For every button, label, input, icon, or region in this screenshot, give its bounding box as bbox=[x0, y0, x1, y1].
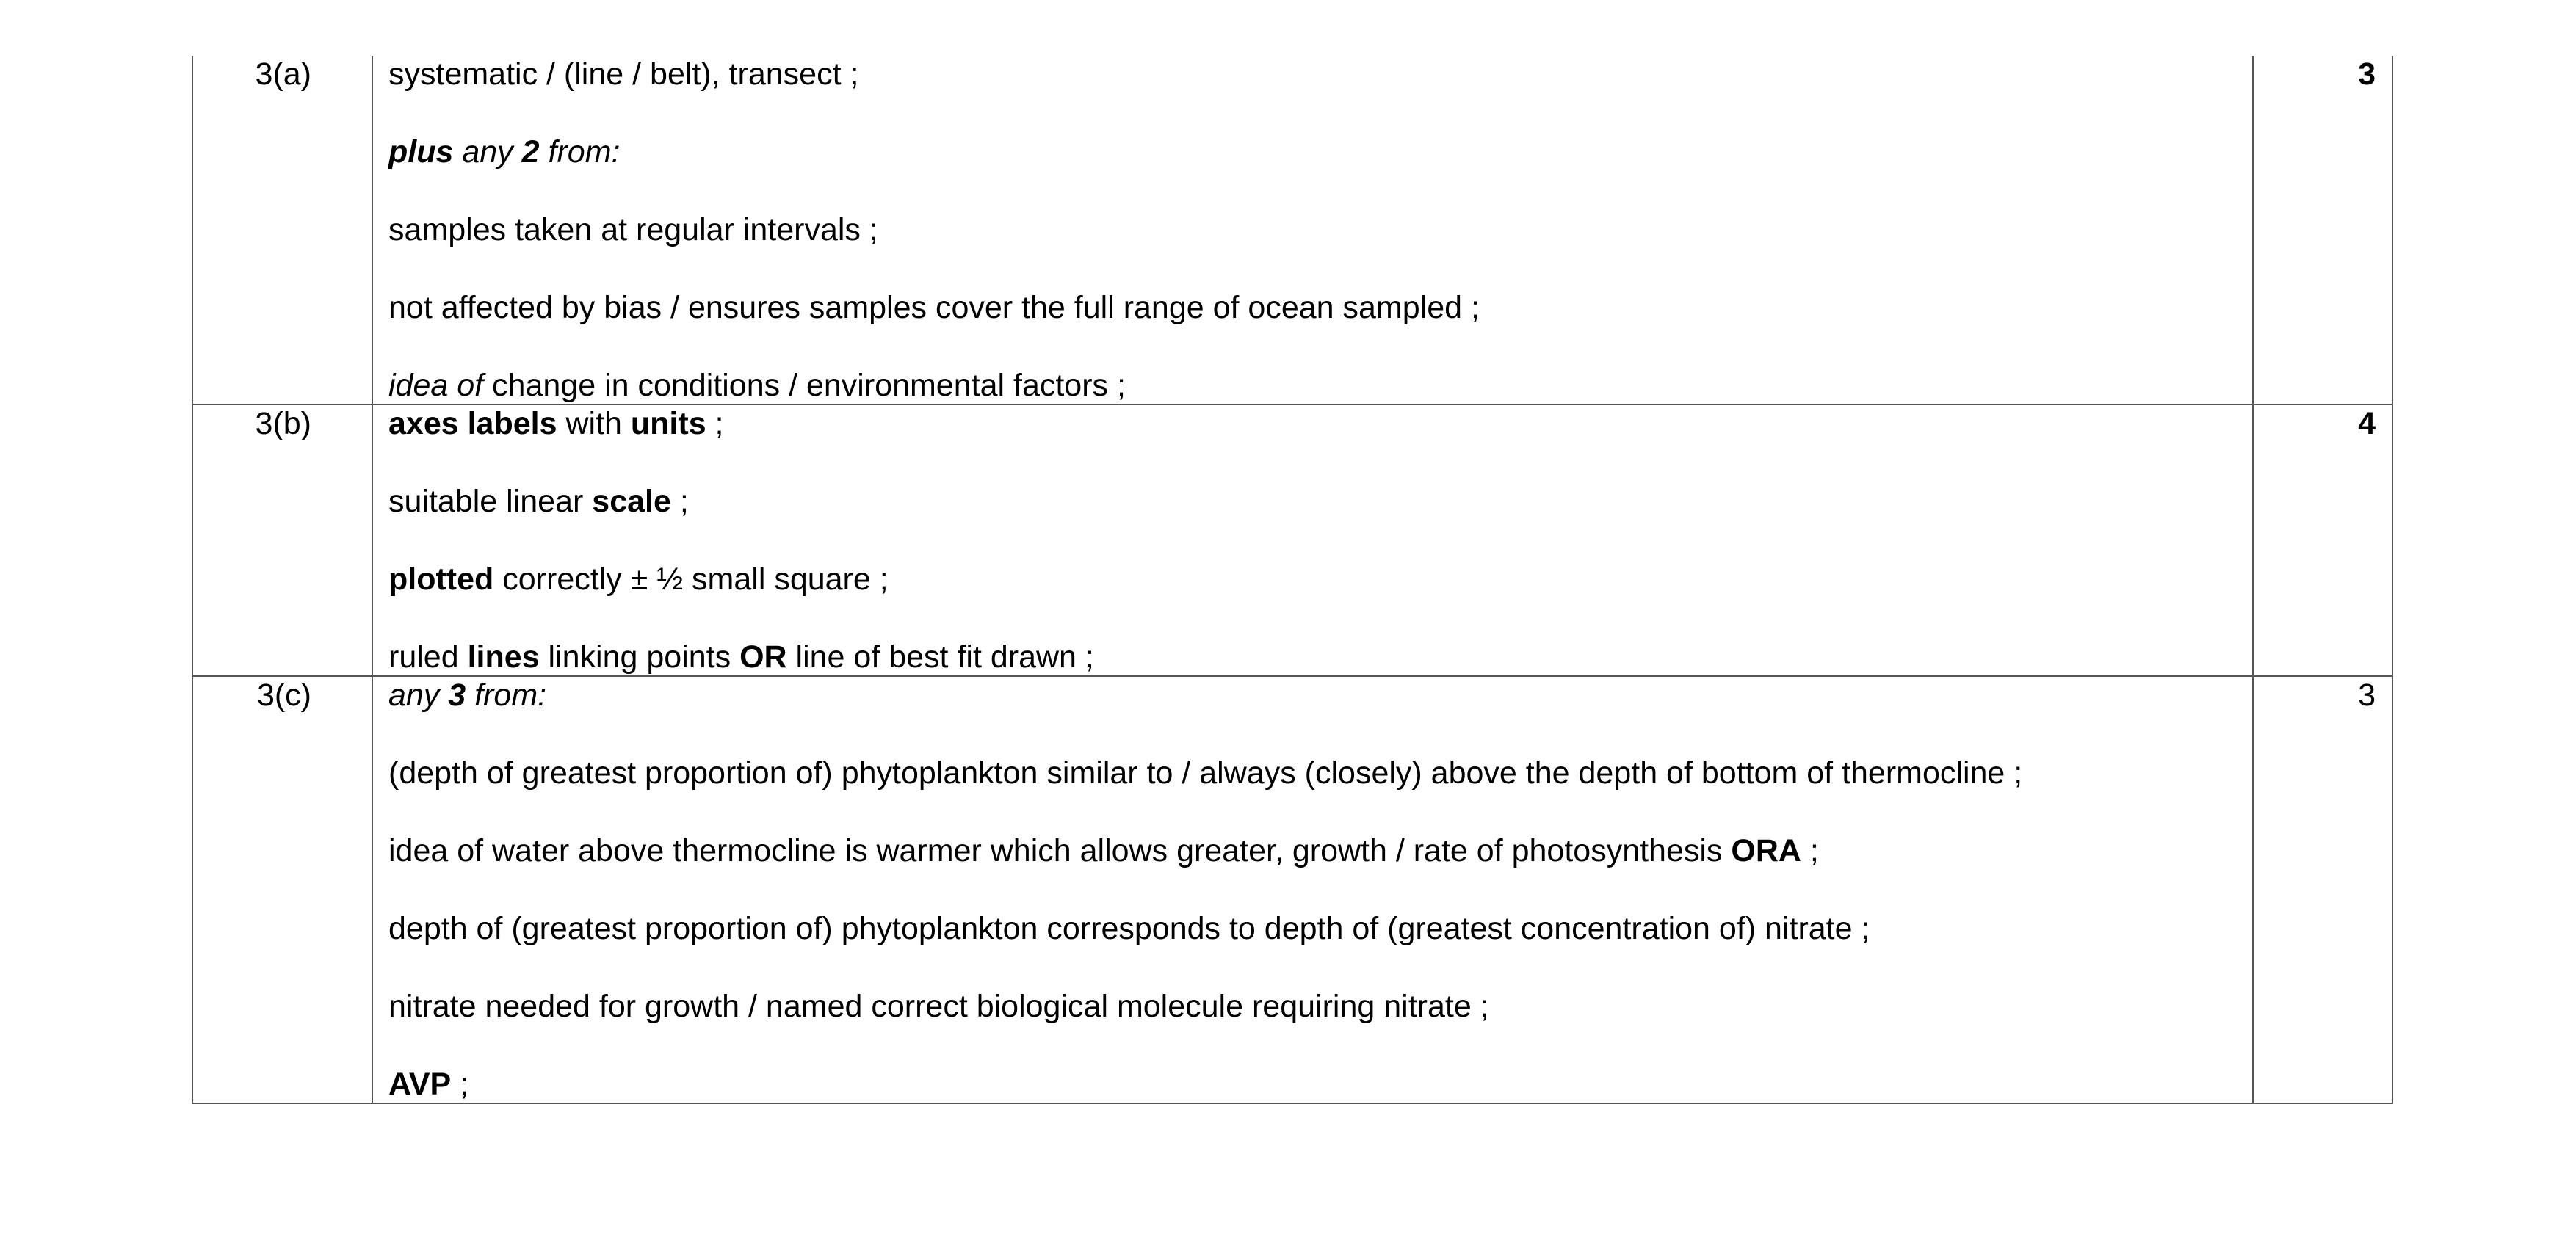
answer-text: axes labels bbox=[388, 406, 557, 441]
answer-line bbox=[388, 367, 2237, 404]
answer-text: any bbox=[388, 678, 449, 713]
answer-text: OR bbox=[739, 639, 787, 675]
question-number-cell bbox=[192, 56, 372, 404]
question-number-cell bbox=[192, 676, 372, 1103]
answer-text: AVP bbox=[388, 1067, 452, 1102]
answer-cell bbox=[372, 404, 2253, 676]
answer-text: change in conditions / environmental factors ; bbox=[483, 368, 1126, 403]
answer-line bbox=[388, 134, 2237, 170]
answer-line bbox=[388, 1066, 2237, 1103]
answer-text: depth of (greatest proportion of) phytoplankton corresponds to depth of (greatest concentration of) nitrate ; bbox=[388, 911, 1870, 946]
answer-line bbox=[388, 56, 2237, 92]
answer-text: systematic / (line / belt), transect ; bbox=[388, 57, 859, 92]
answer-text: idea of water above thermocline is warmer which allows greater, growth / rate of photosynthesis bbox=[388, 833, 1732, 868]
mark-scheme-page bbox=[192, 56, 2393, 1104]
answer-text: lines bbox=[467, 639, 540, 675]
answer-text: plus bbox=[388, 134, 454, 170]
answer-line bbox=[388, 832, 2237, 869]
answer-text: from: bbox=[539, 134, 621, 170]
question-row bbox=[192, 56, 2392, 404]
marks-value: 3 bbox=[2358, 57, 2376, 92]
answer-line bbox=[388, 988, 2237, 1025]
answer-text: ORA bbox=[1731, 833, 1801, 868]
answer-line bbox=[388, 910, 2237, 947]
answer-text: idea of bbox=[388, 368, 484, 403]
answer-text: ; bbox=[706, 406, 724, 441]
answer-text: units bbox=[630, 406, 706, 441]
answer-line bbox=[388, 483, 2237, 520]
question-number: 3(b) bbox=[255, 406, 311, 441]
answer-text: scale bbox=[592, 484, 671, 519]
answer-line bbox=[388, 561, 2237, 598]
answer-cell bbox=[372, 56, 2253, 404]
answer-cell bbox=[372, 676, 2253, 1103]
answer-text: 2 bbox=[521, 134, 540, 170]
answer-text: with bbox=[557, 406, 631, 441]
answer-text: from: bbox=[466, 678, 547, 713]
answer-line bbox=[388, 755, 2237, 791]
answer-text: line of best fit drawn ; bbox=[786, 639, 1094, 675]
marks-cell bbox=[2253, 404, 2392, 676]
answer-text: plotted bbox=[388, 562, 494, 597]
question-number: 3(c) bbox=[256, 678, 311, 713]
answer-text: not affected by bias / ensures samples cover the full range of ocean sampled ; bbox=[388, 290, 1480, 325]
answer-line bbox=[388, 405, 2237, 442]
answer-text: ruled bbox=[388, 639, 468, 675]
marks-cell bbox=[2253, 676, 2392, 1103]
mark-scheme-table bbox=[192, 56, 2393, 1104]
answer-text: (depth of greatest proportion of) phytoplankton similar to / always (closely) above the depth of bottom of thermocline ; bbox=[388, 755, 2023, 791]
question-number-cell bbox=[192, 404, 372, 676]
question-row bbox=[192, 404, 2392, 676]
answer-text: any bbox=[453, 134, 522, 170]
answer-line bbox=[388, 289, 2237, 326]
marks-value: 4 bbox=[2358, 406, 2376, 441]
question-number: 3(a) bbox=[255, 57, 311, 92]
answer-text: suitable linear bbox=[388, 484, 593, 519]
answer-text: samples taken at regular intervals ; bbox=[388, 212, 878, 247]
answer-line bbox=[388, 211, 2237, 248]
answer-text: ; bbox=[1801, 833, 1819, 868]
answer-text: 3 bbox=[448, 678, 466, 713]
marks-cell bbox=[2253, 56, 2392, 404]
question-row bbox=[192, 676, 2392, 1103]
answer-line bbox=[388, 639, 2237, 675]
mark-scheme-table-body bbox=[192, 56, 2392, 1103]
answer-text: ; bbox=[670, 484, 689, 519]
marks-value: 3 bbox=[2358, 678, 2376, 713]
answer-text: nitrate needed for growth / named correct biological molecule requiring nitrate ; bbox=[388, 989, 1489, 1024]
answer-line bbox=[388, 677, 2237, 714]
answer-text: linking points bbox=[539, 639, 740, 675]
answer-text: ; bbox=[451, 1067, 469, 1102]
answer-text: correctly ± ½ small square ; bbox=[493, 562, 889, 597]
